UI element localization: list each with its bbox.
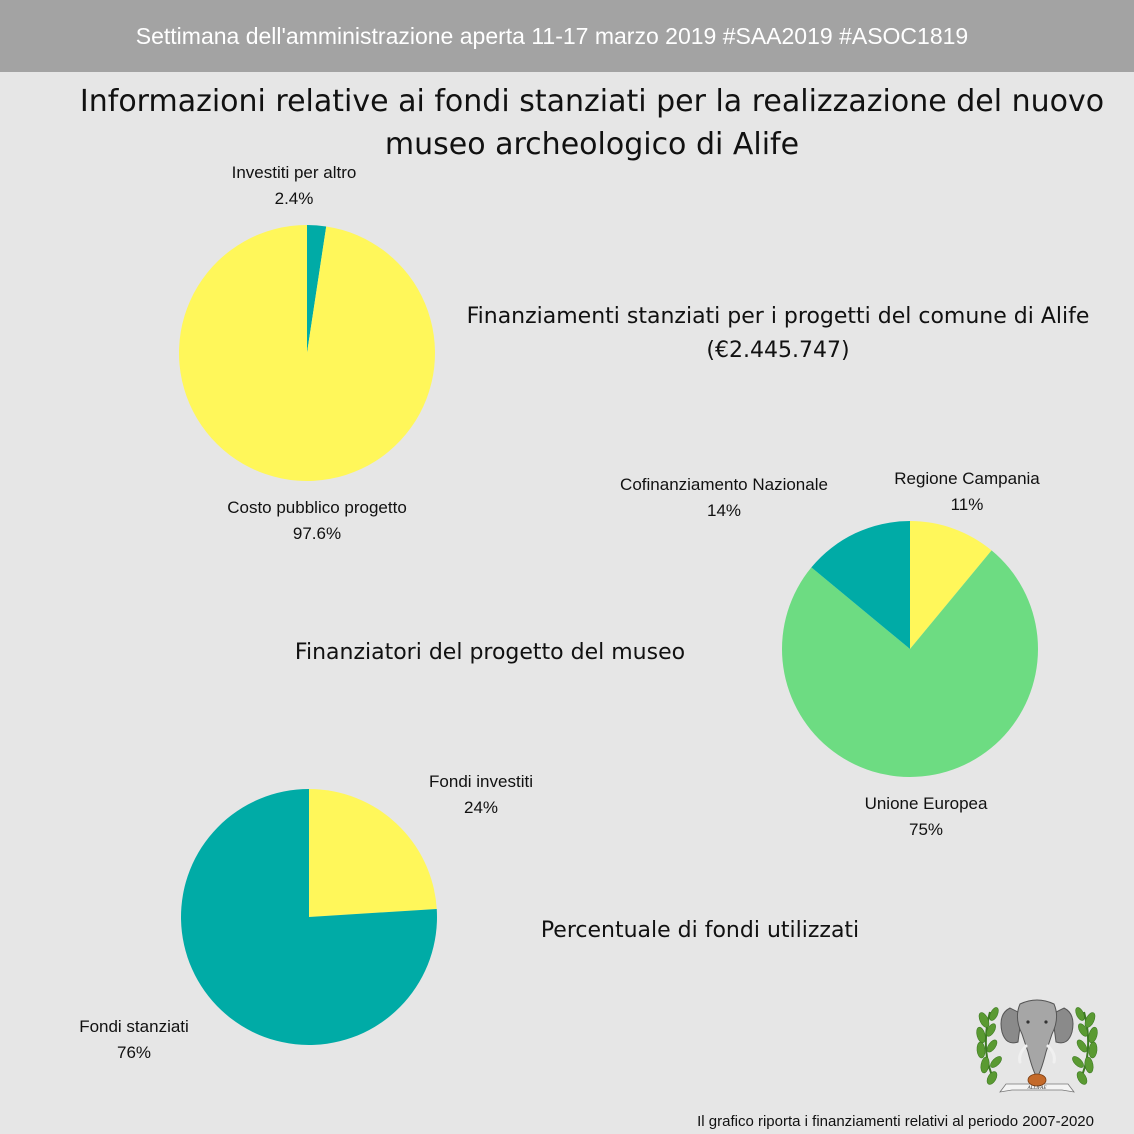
pie-chart-funders — [781, 520, 1039, 778]
page-title: Informazioni relative ai fondi stanziati per la realizzazione del nuovo museo archeologico di Alife — [79, 84, 1105, 162]
pie-chart-usage — [180, 788, 438, 1046]
slice-label-fondi-investiti — [391, 769, 571, 821]
funding-title — [460, 300, 1096, 368]
slice-label-value: 76% — [116, 1043, 152, 1062]
slice-label-text: Investiti per altro — [231, 163, 357, 182]
slice-label-investiti-altro — [194, 160, 394, 212]
allifae-elephant-logo — [972, 990, 1102, 1100]
pie-slice-costo-pubblico-progetto — [179, 225, 435, 481]
slice-label-text: Regione Campania — [894, 469, 1040, 488]
funders-title: Finanziatori del progetto del museo — [294, 640, 686, 665]
usage-title: Percentuale di fondi utilizzati — [540, 918, 860, 943]
slice-label-text: Fondi stanziati — [79, 1017, 189, 1036]
slice-label-text: Fondi investiti — [429, 772, 533, 791]
slice-label-value: 11% — [950, 495, 984, 514]
funding-title-text: Finanziamenti stanziati per i progetti del comune di Alife — [466, 304, 1090, 329]
slice-label-unione-europea — [826, 791, 1026, 843]
slice-label-value: 75% — [908, 820, 944, 839]
slice-label-regione-campania — [867, 466, 1067, 518]
slice-label-text: Unione Europea — [864, 794, 988, 813]
slice-label-value: 2.4% — [274, 189, 314, 208]
slice-label-value: 97.6% — [292, 524, 342, 543]
header-banner — [0, 0, 1134, 72]
banner-text: Settimana dell'amministrazione aperta 11-17 marzo 2019 #SAA2019 #ASOC1819 — [135, 22, 969, 49]
slice-label-text: Costo pubblico progetto — [227, 498, 407, 517]
funding-amount: (€2.445.747) — [706, 338, 850, 363]
logo-caption: ALLIFAE — [1027, 1086, 1047, 1091]
elephant-head-icon — [1001, 1000, 1073, 1076]
footer-note: Il grafico riporta i finanziamenti relativi al periodo 2007-2020 — [697, 1113, 1094, 1130]
slice-label-costo-pubblico — [197, 495, 437, 547]
ribbon-icon — [1000, 1074, 1074, 1092]
slice-label-value: 24% — [463, 798, 499, 817]
slice-label-fondi-stanziati — [54, 1014, 214, 1066]
slice-label-text: Cofinanziamento Nazionale — [620, 475, 828, 494]
slice-label-value: 14% — [706, 501, 742, 520]
pie-chart-funding — [178, 224, 436, 482]
slice-label-cofinanziamento — [594, 472, 854, 524]
